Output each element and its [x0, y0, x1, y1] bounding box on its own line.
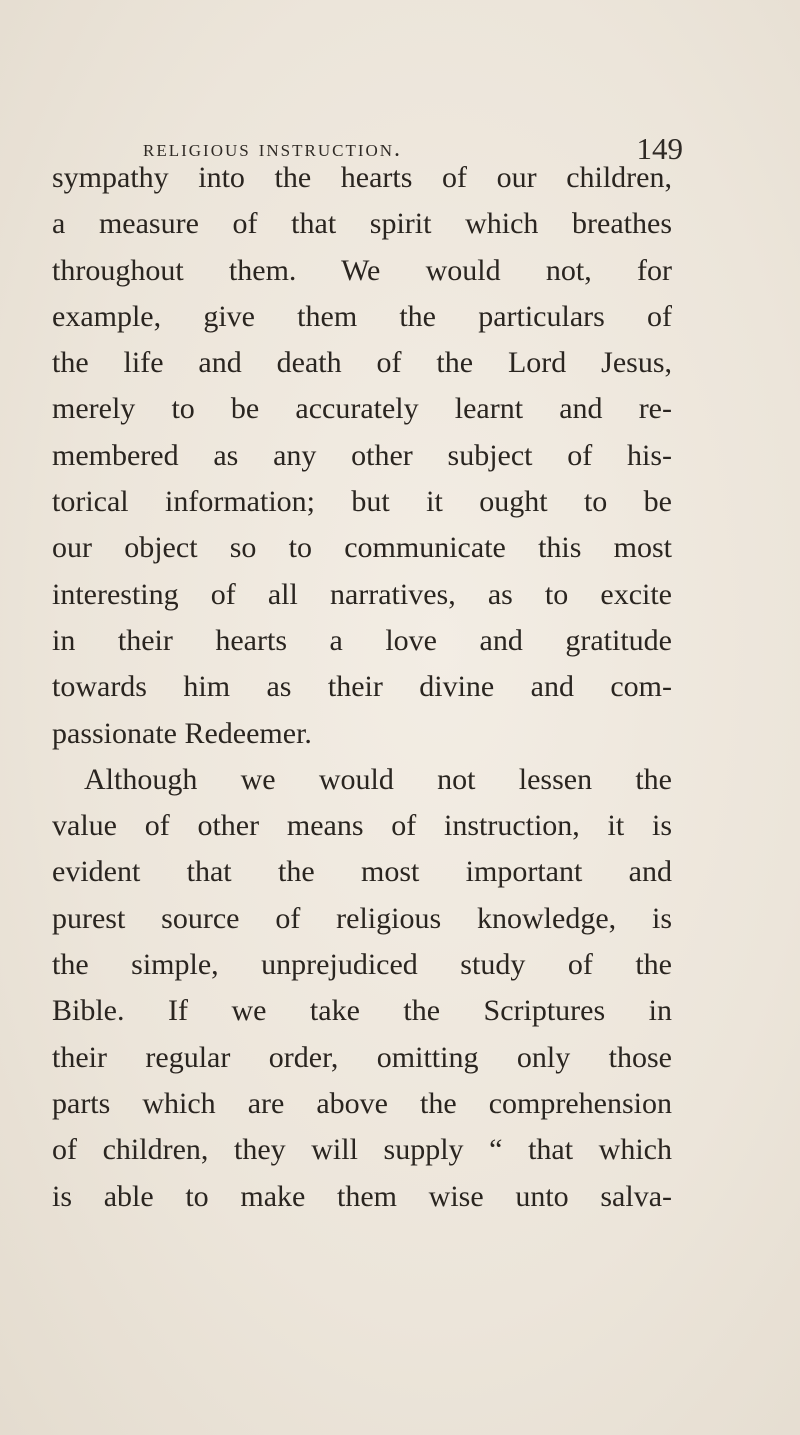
text-line: purest source of religious knowledge, is [52, 901, 672, 935]
running-header-title: religious instruction. [143, 136, 403, 162]
text-line: our object so to communicate this most [52, 531, 672, 565]
text-line: the life and death of the Lord Jesus, [52, 346, 672, 380]
text-line: in their hearts a love and gratitude [52, 623, 672, 657]
text-line: of children, they will supply “ that which [52, 1133, 672, 1167]
text-line: throughout them. We would not, for [52, 253, 672, 287]
text-line: evident that the most important and [52, 855, 672, 889]
text-line: example, give them the particulars of [52, 299, 672, 333]
text-line: passionate Redeemer. [52, 716, 312, 750]
text-line: membered as any other subject of his- [52, 438, 672, 472]
body-text [52, 155, 672, 1220]
text-line: sympathy into the hearts of our children, [52, 161, 672, 194]
text-line: Bible. If we take the Scriptures in [52, 994, 672, 1028]
text-line: their regular order, omitting only those [52, 1040, 672, 1074]
text-line: towards him as their divine and com- [52, 670, 672, 704]
page-number: 149 [636, 131, 683, 166]
text-line: interesting of all narratives, as to excite [52, 577, 672, 611]
text-line: the simple, unprejudiced study of the [52, 948, 672, 982]
text-line: value of other means of instruction, it is [52, 809, 672, 843]
text-line: parts which are above the comprehension [52, 1086, 672, 1120]
text-line: torical information; but it ought to be [52, 485, 672, 519]
paragraph-start-line: Although we would not lessen the [84, 762, 672, 796]
text-line: is able to make them wise unto salva- [52, 1179, 672, 1213]
text-line: merely to be accurately learnt and re- [52, 392, 672, 426]
text-line: a measure of that spirit which breathes [52, 207, 672, 241]
